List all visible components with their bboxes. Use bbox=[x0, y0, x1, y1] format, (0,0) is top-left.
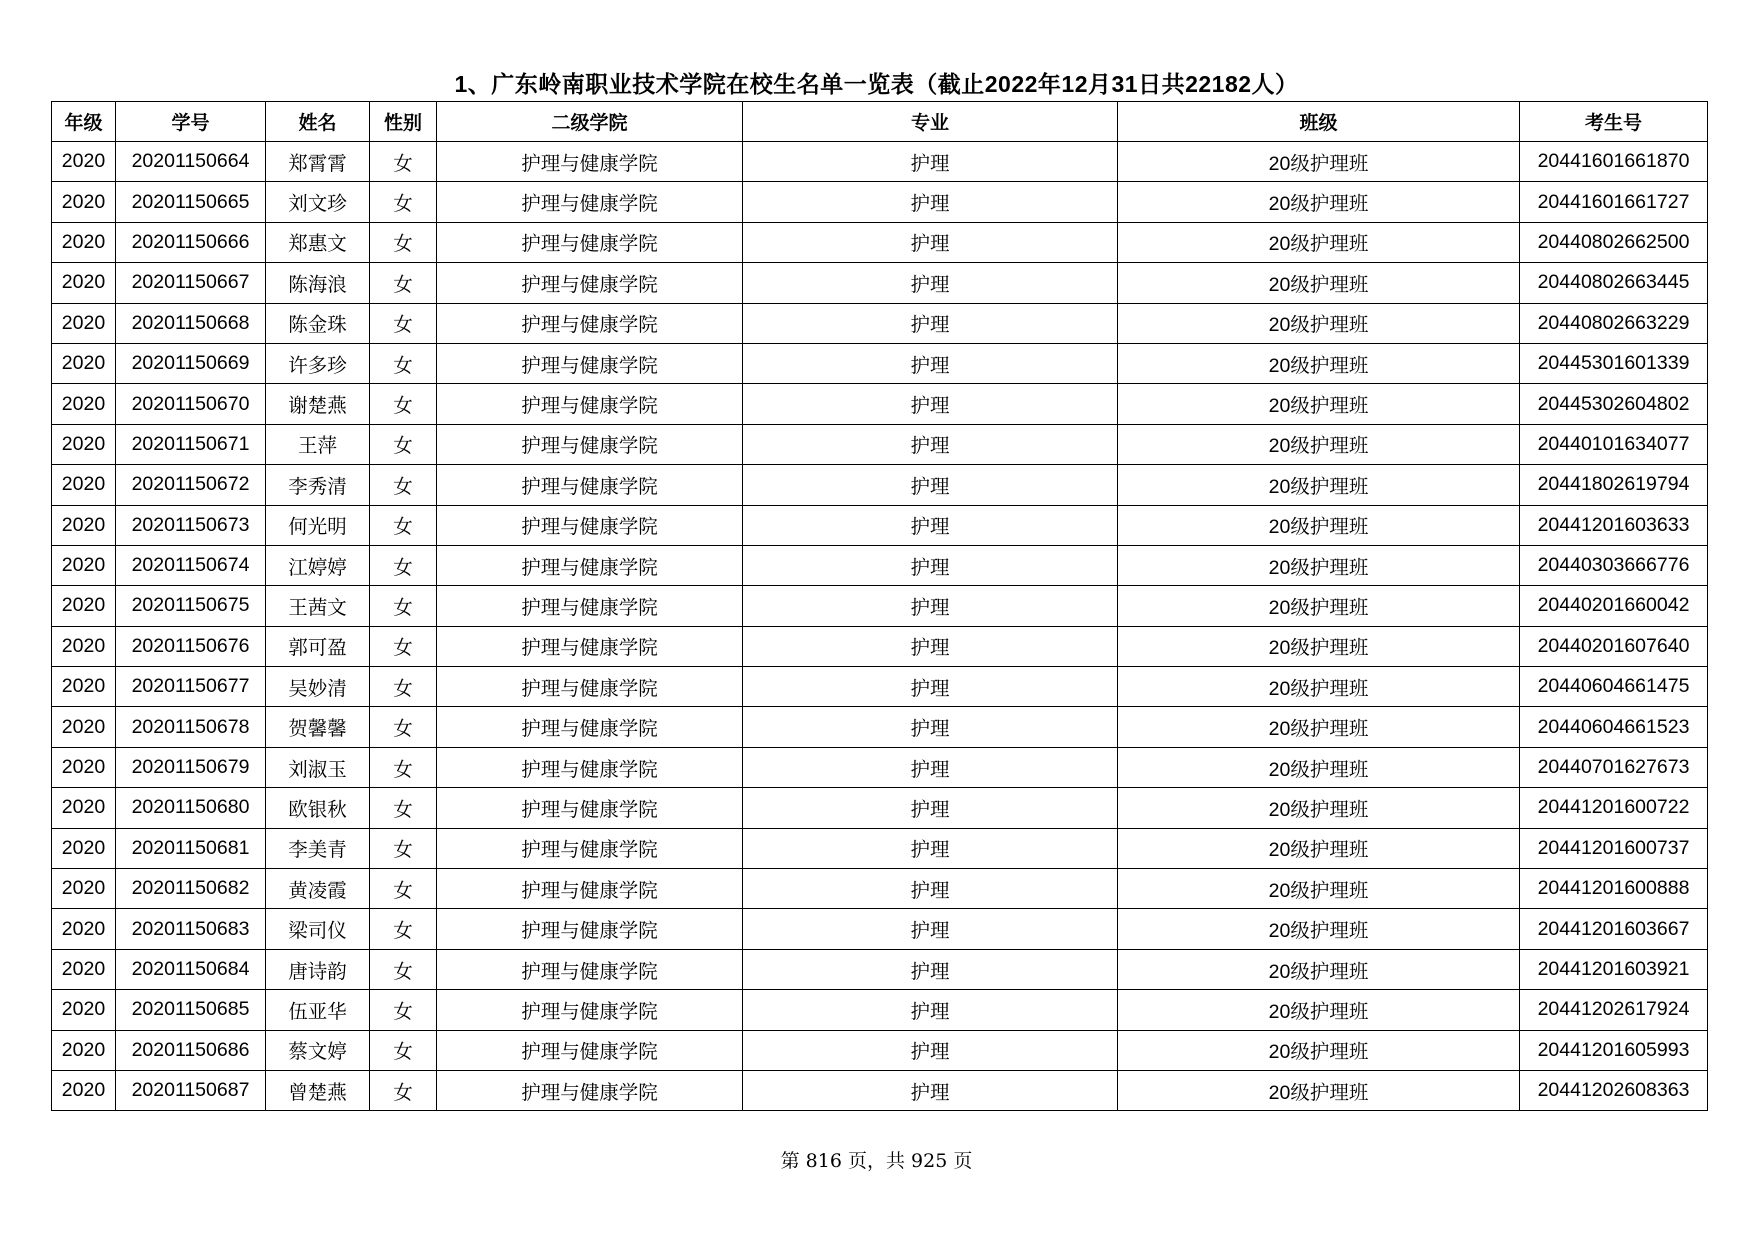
table-row bbox=[52, 343, 1708, 383]
cell-college: 护理与健康学院 bbox=[437, 263, 743, 303]
cell-major: 护理 bbox=[743, 505, 1118, 545]
cell-name: 陈海浪 bbox=[266, 263, 370, 303]
cell-college: 护理与健康学院 bbox=[437, 869, 743, 909]
header-exam-no: 考生号 bbox=[1520, 102, 1708, 142]
cell-grade: 2020 bbox=[52, 990, 116, 1030]
cell-class: 20级护理班 bbox=[1118, 626, 1520, 666]
cell-class: 20级护理班 bbox=[1118, 949, 1520, 989]
cell-name: 郭可盈 bbox=[266, 626, 370, 666]
table-row bbox=[52, 828, 1708, 868]
cell-student-id: 20201150670 bbox=[116, 384, 266, 424]
cell-gender: 女 bbox=[370, 626, 437, 666]
cell-name: 李秀清 bbox=[266, 465, 370, 505]
header-grade: 年级 bbox=[52, 102, 116, 142]
cell-name: 吴妙清 bbox=[266, 667, 370, 707]
table-row bbox=[52, 586, 1708, 626]
cell-college: 护理与健康学院 bbox=[437, 182, 743, 222]
cell-name: 李美青 bbox=[266, 828, 370, 868]
cell-student-id: 20201150686 bbox=[116, 1030, 266, 1070]
cell-exam-no: 20445301601339 bbox=[1520, 343, 1708, 383]
cell-student-id: 20201150682 bbox=[116, 869, 266, 909]
cell-class: 20级护理班 bbox=[1118, 828, 1520, 868]
cell-major: 护理 bbox=[743, 707, 1118, 747]
cell-exam-no: 20440802662500 bbox=[1520, 222, 1708, 262]
cell-exam-no: 20440604661475 bbox=[1520, 667, 1708, 707]
cell-grade: 2020 bbox=[52, 667, 116, 707]
table-row bbox=[52, 707, 1708, 747]
cell-class: 20级护理班 bbox=[1118, 586, 1520, 626]
cell-name: 许多珍 bbox=[266, 343, 370, 383]
cell-gender: 女 bbox=[370, 424, 437, 464]
table-row bbox=[52, 545, 1708, 585]
table-row bbox=[52, 142, 1708, 182]
cell-student-id: 20201150678 bbox=[116, 707, 266, 747]
cell-gender: 女 bbox=[370, 505, 437, 545]
cell-name: 刘文珍 bbox=[266, 182, 370, 222]
cell-grade: 2020 bbox=[52, 1030, 116, 1070]
cell-student-id: 20201150671 bbox=[116, 424, 266, 464]
cell-major: 护理 bbox=[743, 465, 1118, 505]
header-name: 姓名 bbox=[266, 102, 370, 142]
cell-grade: 2020 bbox=[52, 1070, 116, 1110]
table-row bbox=[52, 1030, 1708, 1070]
cell-student-id: 20201150672 bbox=[116, 465, 266, 505]
cell-major: 护理 bbox=[743, 1070, 1118, 1110]
header-major: 专业 bbox=[743, 102, 1118, 142]
cell-class: 20级护理班 bbox=[1118, 465, 1520, 505]
cell-grade: 2020 bbox=[52, 869, 116, 909]
table-row bbox=[52, 626, 1708, 666]
cell-major: 护理 bbox=[743, 586, 1118, 626]
cell-student-id: 20201150679 bbox=[116, 747, 266, 787]
cell-exam-no: 20441201600737 bbox=[1520, 828, 1708, 868]
cell-gender: 女 bbox=[370, 788, 437, 828]
cell-grade: 2020 bbox=[52, 142, 116, 182]
cell-gender: 女 bbox=[370, 1030, 437, 1070]
cell-name: 曾楚燕 bbox=[266, 1070, 370, 1110]
cell-name: 唐诗韵 bbox=[266, 949, 370, 989]
cell-college: 护理与健康学院 bbox=[437, 1030, 743, 1070]
cell-college: 护理与健康学院 bbox=[437, 424, 743, 464]
cell-college: 护理与健康学院 bbox=[437, 626, 743, 666]
cell-grade: 2020 bbox=[52, 424, 116, 464]
cell-name: 王萍 bbox=[266, 424, 370, 464]
cell-grade: 2020 bbox=[52, 343, 116, 383]
cell-exam-no: 20441202617924 bbox=[1520, 990, 1708, 1030]
cell-student-id: 20201150683 bbox=[116, 909, 266, 949]
cell-gender: 女 bbox=[370, 747, 437, 787]
cell-gender: 女 bbox=[370, 545, 437, 585]
cell-gender: 女 bbox=[370, 182, 437, 222]
table-row bbox=[52, 182, 1708, 222]
cell-college: 护理与健康学院 bbox=[437, 384, 743, 424]
cell-gender: 女 bbox=[370, 667, 437, 707]
table-row bbox=[52, 303, 1708, 343]
cell-class: 20级护理班 bbox=[1118, 707, 1520, 747]
cell-gender: 女 bbox=[370, 909, 437, 949]
cell-grade: 2020 bbox=[52, 545, 116, 585]
cell-college: 护理与健康学院 bbox=[437, 465, 743, 505]
table-row bbox=[52, 788, 1708, 828]
cell-college: 护理与健康学院 bbox=[437, 909, 743, 949]
cell-name: 陈金珠 bbox=[266, 303, 370, 343]
cell-major: 护理 bbox=[743, 545, 1118, 585]
cell-college: 护理与健康学院 bbox=[437, 828, 743, 868]
cell-name: 梁司仪 bbox=[266, 909, 370, 949]
cell-exam-no: 20440303666776 bbox=[1520, 545, 1708, 585]
cell-class: 20级护理班 bbox=[1118, 909, 1520, 949]
cell-name: 欧银秋 bbox=[266, 788, 370, 828]
cell-grade: 2020 bbox=[52, 626, 116, 666]
cell-student-id: 20201150677 bbox=[116, 667, 266, 707]
cell-grade: 2020 bbox=[52, 263, 116, 303]
cell-gender: 女 bbox=[370, 465, 437, 505]
cell-college: 护理与健康学院 bbox=[437, 586, 743, 626]
cell-grade: 2020 bbox=[52, 384, 116, 424]
cell-gender: 女 bbox=[370, 263, 437, 303]
cell-student-id: 20201150680 bbox=[116, 788, 266, 828]
cell-class: 20级护理班 bbox=[1118, 303, 1520, 343]
cell-student-id: 20201150685 bbox=[116, 990, 266, 1030]
cell-exam-no: 20441601661727 bbox=[1520, 182, 1708, 222]
cell-major: 护理 bbox=[743, 1030, 1118, 1070]
cell-exam-no: 20441201603921 bbox=[1520, 949, 1708, 989]
table-row bbox=[52, 384, 1708, 424]
cell-gender: 女 bbox=[370, 343, 437, 383]
cell-name: 伍亚华 bbox=[266, 990, 370, 1030]
cell-exam-no: 20440701627673 bbox=[1520, 747, 1708, 787]
cell-gender: 女 bbox=[370, 222, 437, 262]
page-footer: 第 816 页，共 925 页 bbox=[780, 1150, 973, 1172]
cell-student-id: 20201150673 bbox=[116, 505, 266, 545]
cell-class: 20级护理班 bbox=[1118, 182, 1520, 222]
cell-student-id: 20201150681 bbox=[116, 828, 266, 868]
cell-college: 护理与健康学院 bbox=[437, 142, 743, 182]
cell-name: 贺馨馨 bbox=[266, 707, 370, 747]
cell-gender: 女 bbox=[370, 142, 437, 182]
cell-name: 黄凌霞 bbox=[266, 869, 370, 909]
cell-student-id: 20201150676 bbox=[116, 626, 266, 666]
cell-name: 王茜文 bbox=[266, 586, 370, 626]
cell-gender: 女 bbox=[370, 869, 437, 909]
cell-student-id: 20201150664 bbox=[116, 142, 266, 182]
cell-college: 护理与健康学院 bbox=[437, 949, 743, 989]
cell-major: 护理 bbox=[743, 263, 1118, 303]
cell-grade: 2020 bbox=[52, 747, 116, 787]
cell-major: 护理 bbox=[743, 747, 1118, 787]
cell-exam-no: 20441201605993 bbox=[1520, 1030, 1708, 1070]
cell-exam-no: 20440101634077 bbox=[1520, 424, 1708, 464]
table-row bbox=[52, 667, 1708, 707]
cell-exam-no: 20441201600722 bbox=[1520, 788, 1708, 828]
cell-exam-no: 20445302604802 bbox=[1520, 384, 1708, 424]
cell-college: 护理与健康学院 bbox=[437, 990, 743, 1030]
cell-exam-no: 20441201603633 bbox=[1520, 505, 1708, 545]
cell-college: 护理与健康学院 bbox=[437, 222, 743, 262]
cell-class: 20级护理班 bbox=[1118, 424, 1520, 464]
header-class: 班级 bbox=[1118, 102, 1520, 142]
cell-class: 20级护理班 bbox=[1118, 505, 1520, 545]
cell-student-id: 20201150684 bbox=[116, 949, 266, 989]
cell-exam-no: 20441202608363 bbox=[1520, 1070, 1708, 1110]
cell-college: 护理与健康学院 bbox=[437, 1070, 743, 1110]
cell-exam-no: 20440802663445 bbox=[1520, 263, 1708, 303]
cell-class: 20级护理班 bbox=[1118, 747, 1520, 787]
cell-college: 护理与健康学院 bbox=[437, 505, 743, 545]
cell-name: 谢楚燕 bbox=[266, 384, 370, 424]
cell-exam-no: 20440201660042 bbox=[1520, 586, 1708, 626]
cell-class: 20级护理班 bbox=[1118, 142, 1520, 182]
cell-grade: 2020 bbox=[52, 788, 116, 828]
cell-grade: 2020 bbox=[52, 909, 116, 949]
cell-major: 护理 bbox=[743, 384, 1118, 424]
cell-student-id: 20201150666 bbox=[116, 222, 266, 262]
table-row bbox=[52, 222, 1708, 262]
cell-exam-no: 20440802663229 bbox=[1520, 303, 1708, 343]
cell-class: 20级护理班 bbox=[1118, 788, 1520, 828]
cell-name: 刘淑玉 bbox=[266, 747, 370, 787]
cell-grade: 2020 bbox=[52, 828, 116, 868]
cell-college: 护理与健康学院 bbox=[437, 747, 743, 787]
cell-exam-no: 20441601661870 bbox=[1520, 142, 1708, 182]
table-row bbox=[52, 424, 1708, 464]
table-row bbox=[52, 1070, 1708, 1110]
cell-student-id: 20201150687 bbox=[116, 1070, 266, 1110]
cell-exam-no: 20441802619794 bbox=[1520, 465, 1708, 505]
cell-name: 蔡文婷 bbox=[266, 1030, 370, 1070]
cell-major: 护理 bbox=[743, 909, 1118, 949]
table-row bbox=[52, 505, 1708, 545]
table-row bbox=[52, 747, 1708, 787]
cell-grade: 2020 bbox=[52, 303, 116, 343]
cell-gender: 女 bbox=[370, 303, 437, 343]
cell-gender: 女 bbox=[370, 384, 437, 424]
cell-major: 护理 bbox=[743, 828, 1118, 868]
cell-class: 20级护理班 bbox=[1118, 222, 1520, 262]
cell-gender: 女 bbox=[370, 949, 437, 989]
cell-college: 护理与健康学院 bbox=[437, 707, 743, 747]
table-row bbox=[52, 909, 1708, 949]
cell-exam-no: 20441201600888 bbox=[1520, 869, 1708, 909]
cell-exam-no: 20440201607640 bbox=[1520, 626, 1708, 666]
cell-gender: 女 bbox=[370, 707, 437, 747]
cell-major: 护理 bbox=[743, 142, 1118, 182]
cell-student-id: 20201150675 bbox=[116, 586, 266, 626]
cell-class: 20级护理班 bbox=[1118, 869, 1520, 909]
cell-student-id: 20201150668 bbox=[116, 303, 266, 343]
cell-student-id: 20201150669 bbox=[116, 343, 266, 383]
cell-major: 护理 bbox=[743, 303, 1118, 343]
cell-college: 护理与健康学院 bbox=[437, 303, 743, 343]
cell-exam-no: 20440604661523 bbox=[1520, 707, 1708, 747]
cell-major: 护理 bbox=[743, 869, 1118, 909]
cell-major: 护理 bbox=[743, 343, 1118, 383]
cell-major: 护理 bbox=[743, 667, 1118, 707]
cell-student-id: 20201150674 bbox=[116, 545, 266, 585]
cell-class: 20级护理班 bbox=[1118, 343, 1520, 383]
cell-gender: 女 bbox=[370, 586, 437, 626]
cell-gender: 女 bbox=[370, 1070, 437, 1110]
cell-name: 郑惠文 bbox=[266, 222, 370, 262]
cell-class: 20级护理班 bbox=[1118, 263, 1520, 303]
cell-name: 郑霄霄 bbox=[266, 142, 370, 182]
cell-student-id: 20201150665 bbox=[116, 182, 266, 222]
cell-grade: 2020 bbox=[52, 182, 116, 222]
cell-class: 20级护理班 bbox=[1118, 384, 1520, 424]
cell-grade: 2020 bbox=[52, 222, 116, 262]
cell-major: 护理 bbox=[743, 182, 1118, 222]
table-row bbox=[52, 465, 1708, 505]
table-row bbox=[52, 263, 1708, 303]
cell-class: 20级护理班 bbox=[1118, 545, 1520, 585]
student-roster-table bbox=[51, 101, 1708, 1111]
cell-college: 护理与健康学院 bbox=[437, 545, 743, 585]
cell-gender: 女 bbox=[370, 990, 437, 1030]
cell-grade: 2020 bbox=[52, 707, 116, 747]
table-header-row bbox=[52, 102, 1708, 142]
cell-grade: 2020 bbox=[52, 949, 116, 989]
table-row bbox=[52, 869, 1708, 909]
cell-class: 20级护理班 bbox=[1118, 990, 1520, 1030]
cell-college: 护理与健康学院 bbox=[437, 343, 743, 383]
cell-exam-no: 20441201603667 bbox=[1520, 909, 1708, 949]
table-row bbox=[52, 990, 1708, 1030]
cell-grade: 2020 bbox=[52, 505, 116, 545]
cell-name: 何光明 bbox=[266, 505, 370, 545]
cell-name: 江婷婷 bbox=[266, 545, 370, 585]
cell-college: 护理与健康学院 bbox=[437, 667, 743, 707]
cell-major: 护理 bbox=[743, 949, 1118, 989]
cell-gender: 女 bbox=[370, 828, 437, 868]
cell-grade: 2020 bbox=[52, 465, 116, 505]
cell-major: 护理 bbox=[743, 424, 1118, 464]
cell-major: 护理 bbox=[743, 626, 1118, 666]
cell-major: 护理 bbox=[743, 788, 1118, 828]
cell-major: 护理 bbox=[743, 222, 1118, 262]
header-college: 二级学院 bbox=[437, 102, 743, 142]
cell-student-id: 20201150667 bbox=[116, 263, 266, 303]
cell-class: 20级护理班 bbox=[1118, 1030, 1520, 1070]
header-student-id: 学号 bbox=[116, 102, 266, 142]
cell-grade: 2020 bbox=[52, 586, 116, 626]
cell-college: 护理与健康学院 bbox=[437, 788, 743, 828]
table-row bbox=[52, 949, 1708, 989]
page-title: 1、广东岭南职业技术学院在校生名单一览表（截止2022年12月31日共22182人） bbox=[454, 71, 1299, 97]
table-body bbox=[52, 142, 1708, 1111]
header-gender: 性别 bbox=[370, 102, 437, 142]
cell-major: 护理 bbox=[743, 990, 1118, 1030]
cell-class: 20级护理班 bbox=[1118, 1070, 1520, 1110]
cell-class: 20级护理班 bbox=[1118, 667, 1520, 707]
